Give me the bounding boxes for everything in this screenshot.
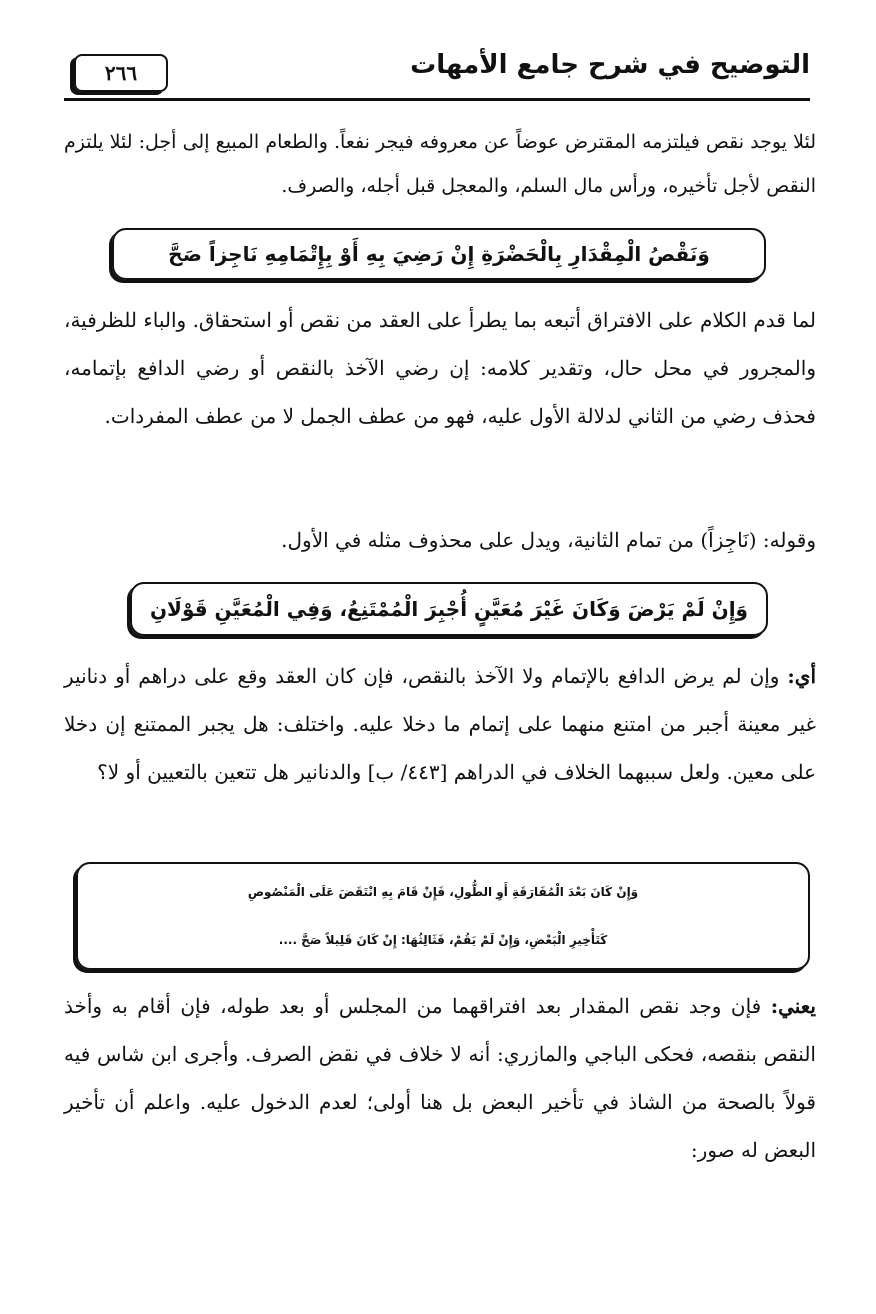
paragraph-2: لما قدم الكلام على الافتراق أتبعه بما يطرأ على العقد من نقص أو استحقاق. والباء للظرفية، والمجرور في محل حال، وتقدير كلامه: إن رضي الآخذ بالنقص أو رضي الدافع بإتمامه، فحذف رضي من الثاني لدلالة الأول عليه، فهو من عطف الجمل لا من عطف المفردات. [64,308,816,428]
paragraph-3: وقوله: (نَاجِزاً) من تمام الثانية، ويدل على محذوف مثله في الأول. [281,528,816,552]
matn-text-1: وَنَقْصُ الْمِقْدَارِ بِالْحَضْرَةِ إِنْ رَضِيَ بِهِ أَوْ بِإِتْمَامِهِ نَاجِزاً صَحَّ [168,242,710,266]
running-title: التوضيح في شرح جامع الأمهات [410,50,810,80]
header-rule [64,98,810,101]
matn-box-2 [130,582,768,636]
matn-text-3-line-1: وَإِنْ كَانَ بَعْدَ الْمُفَارَقَةِ أَوِ الطُّولِ، فَإِنْ قَامَ بِهِ انْتَقَضَ عَلَى الْمَنْصُوصِ [247,885,639,899]
paragraph-5-lead: يعني: [770,994,816,1018]
matn-text-3-line-2: كَتَأْخِيرِ الْبَعْضِ، وَإِنْ لَمْ يَقُمْ، فَثَالِثُهَا: إِنْ كَانَ قَلِيلاً صَحَّ .... [278,933,608,947]
page-number: ٢٦٦ [74,54,168,92]
paragraph-5-text: فإن وجد نقص المقدار بعد افتراقهما من المجلس أو بعد طوله، فإن أقام به وأخذ النقص بنقصه، فحكى الباجي والمازري: أنه لا خلاف في نقض الصرف. وأجرى ابن شاس فيه قولاً بالصحة من الشاذ في تأخير البعض بل هنا أولى؛ لعدم الدخول عليه. واعلم أن تأخير البعض له صور: [64,994,816,1162]
paragraph-4 [64,652,816,796]
paragraph-4-text: وإن لم يرض الدافع بالإتمام ولا الآخذ بالنقص، فإن كان العقد وقع على دراهم أو دنانير غير معينة أجبر من امتنع منهما على إتمام ما دخلا عليه. واختلف: هل يجبر الممتنع إن دخلا على معين. ولعل سببهما الخلاف في الدراهم [٤٤٣/ ب] والدنانير هل تتعين بالتعيين أو لا؟ [64,664,816,784]
paragraph-4-lead: أي: [787,664,816,688]
paragraph-5 [64,982,816,1174]
paragraph-1: لئلا يوجد نقص فيلتزمه المقترض عوضاً عن معروفه فيجر نفعاً. والطعام المبيع إلى أجل: لئلا يلتزم النقص لأجل تأخيره، ورأس مال السلم، والمعجل قبل أجله، والصرف. [64,131,816,197]
matn-text-2: وَإِنْ لَمْ يَرْضَ وَكَانَ غَيْرَ مُعَيَّنٍ أُجْبِرَ الْمُمْتَنِعُ، وَفِي الْمُعَيَّنِ قَوْلَانِ [149,597,748,621]
page-header [64,46,810,102]
matn-box-1 [112,228,766,280]
matn-box-3 [76,862,810,970]
